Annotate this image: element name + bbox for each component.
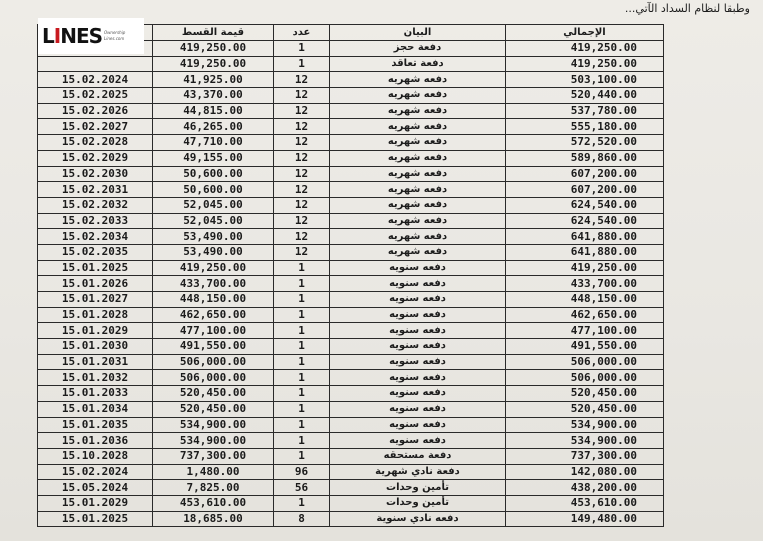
cell-amount: 50,600.00 — [153, 182, 274, 198]
cell-total: 572,520.00 — [506, 135, 664, 151]
table-row — [38, 244, 664, 260]
logo-wordmark: LINES — [42, 24, 103, 48]
cell-amount: 43,370.00 — [153, 88, 274, 104]
table-row — [38, 323, 664, 339]
cell-date: 15.02.2034 — [38, 229, 153, 245]
cell-date: 15.01.2025 — [38, 260, 153, 276]
table-row — [38, 260, 664, 276]
cell-count: 1 — [274, 323, 330, 339]
cell-count: 1 — [274, 448, 330, 464]
cell-total: 537,780.00 — [506, 103, 664, 119]
cell-amount: 53,490.00 — [153, 229, 274, 245]
cell-total: 433,700.00 — [506, 276, 664, 292]
cell-description: دفعه شهريه — [330, 103, 506, 119]
cell-date: 15.01.2030 — [38, 339, 153, 355]
cell-date: 15.01.2036 — [38, 433, 153, 449]
cell-date: 15.01.2034 — [38, 401, 153, 417]
cell-count: 1 — [274, 370, 330, 386]
table-row — [38, 229, 664, 245]
cell-description: دفعه شهريه — [330, 213, 506, 229]
cell-count: 56 — [274, 480, 330, 496]
cell-count: 96 — [274, 464, 330, 480]
cell-date: 15.01.2029 — [38, 495, 153, 511]
cell-description: تأمين وحدات — [330, 480, 506, 496]
cell-amount: 453,610.00 — [153, 495, 274, 511]
cell-date: 15.02.2035 — [38, 244, 153, 260]
cell-date: 15.01.2035 — [38, 417, 153, 433]
table-row — [38, 370, 664, 386]
cell-count: 12 — [274, 88, 330, 104]
cell-count: 1 — [274, 417, 330, 433]
cell-count: 1 — [274, 339, 330, 355]
cell-date — [38, 56, 153, 72]
cell-description: دفعة تعاقد — [330, 56, 506, 72]
table-row — [38, 464, 664, 480]
table-row — [38, 182, 664, 198]
header-description: البيان — [330, 25, 506, 41]
table-row — [38, 386, 664, 402]
cell-date: 15.01.2033 — [38, 386, 153, 402]
table-row — [38, 354, 664, 370]
cell-total: 624,540.00 — [506, 213, 664, 229]
cell-amount: 52,045.00 — [153, 197, 274, 213]
table-row — [38, 213, 664, 229]
cell-total: 607,200.00 — [506, 182, 664, 198]
cell-total: 142,080.00 — [506, 464, 664, 480]
table-row — [38, 88, 664, 104]
cell-amount: 44,815.00 — [153, 103, 274, 119]
cell-total: 419,250.00 — [506, 56, 664, 72]
cell-count: 1 — [274, 495, 330, 511]
cell-date: 15.01.2029 — [38, 323, 153, 339]
cell-description: دفعه سنويه — [330, 417, 506, 433]
cell-count: 12 — [274, 229, 330, 245]
cell-count: 1 — [274, 276, 330, 292]
table-row — [38, 417, 664, 433]
cell-date: 15.02.2024 — [38, 464, 153, 480]
table-row — [38, 276, 664, 292]
cell-total: 520,440.00 — [506, 88, 664, 104]
table-row — [38, 495, 664, 511]
table-row — [38, 135, 664, 151]
cell-description: دفعه سنويه — [330, 339, 506, 355]
cell-total: 737,300.00 — [506, 448, 664, 464]
cell-date: 15.01.2031 — [38, 354, 153, 370]
cell-count: 12 — [274, 182, 330, 198]
table-row — [38, 103, 664, 119]
cell-total: 462,650.00 — [506, 307, 664, 323]
header-amount: قيمة القسط — [153, 25, 274, 41]
cell-description: دفعة حجز — [330, 41, 506, 57]
cell-count: 1 — [274, 307, 330, 323]
cell-total: 520,450.00 — [506, 386, 664, 402]
cell-count: 12 — [274, 103, 330, 119]
cell-amount: 477,100.00 — [153, 323, 274, 339]
cell-count: 1 — [274, 401, 330, 417]
cell-date: 15.10.2028 — [38, 448, 153, 464]
cell-amount: 50,600.00 — [153, 166, 274, 182]
table-row — [38, 511, 664, 527]
cell-count: 12 — [274, 244, 330, 260]
cell-amount: 52,045.00 — [153, 213, 274, 229]
header-total: الإجمالي — [506, 25, 664, 41]
cell-description: دفعه شهريه — [330, 88, 506, 104]
cell-total: 491,550.00 — [506, 339, 664, 355]
cell-amount: 419,250.00 — [153, 56, 274, 72]
cell-count: 1 — [274, 386, 330, 402]
cell-description: دفعه سنويه — [330, 370, 506, 386]
cell-amount: 737,300.00 — [153, 448, 274, 464]
table-row — [38, 480, 664, 496]
cell-date: 15.02.2030 — [38, 166, 153, 182]
cell-description: دفعه شهريه — [330, 72, 506, 88]
cell-count: 1 — [274, 41, 330, 57]
cell-count: 1 — [274, 56, 330, 72]
cell-description: دفعه شهريه — [330, 119, 506, 135]
cell-total: 534,900.00 — [506, 417, 664, 433]
cell-date: 15.02.2033 — [38, 213, 153, 229]
cell-count: 1 — [274, 354, 330, 370]
cell-amount: 448,150.00 — [153, 292, 274, 308]
cell-date: 15.02.2025 — [38, 88, 153, 104]
table-row — [38, 150, 664, 166]
cell-total: 438,200.00 — [506, 480, 664, 496]
cell-count: 8 — [274, 511, 330, 527]
cell-date: 15.02.2032 — [38, 197, 153, 213]
cell-description: دفعه سنويه — [330, 354, 506, 370]
cell-description: دفعه شهريه — [330, 135, 506, 151]
table-row — [38, 307, 664, 323]
cell-count: 12 — [274, 150, 330, 166]
cell-amount: 1,480.00 — [153, 464, 274, 480]
cell-total: 506,000.00 — [506, 370, 664, 386]
cell-amount: 41,925.00 — [153, 72, 274, 88]
cell-count: 12 — [274, 213, 330, 229]
cell-total: 520,450.00 — [506, 401, 664, 417]
cell-total: 534,900.00 — [506, 433, 664, 449]
cell-amount: 47,710.00 — [153, 135, 274, 151]
cell-amount: 534,900.00 — [153, 417, 274, 433]
cell-amount: 462,650.00 — [153, 307, 274, 323]
cell-description: دفعه سنويه — [330, 292, 506, 308]
cell-date: 15.02.2031 — [38, 182, 153, 198]
cell-description: دفعه شهريه — [330, 197, 506, 213]
cell-total: 149,480.00 — [506, 511, 664, 527]
cell-date: 15.02.2026 — [38, 103, 153, 119]
cell-date: 15.02.2029 — [38, 150, 153, 166]
cell-description: دفعة نادي شهرية — [330, 464, 506, 480]
cell-total: 419,250.00 — [506, 260, 664, 276]
cell-total: 589,860.00 — [506, 150, 664, 166]
cell-date: 15.01.2027 — [38, 292, 153, 308]
table-row — [38, 339, 664, 355]
cell-description: دفعه نادي سنوية — [330, 511, 506, 527]
cell-date: 15.02.2024 — [38, 72, 153, 88]
cell-description: دفعه شهريه — [330, 229, 506, 245]
table-row — [38, 56, 664, 72]
cell-date: 15.01.2028 — [38, 307, 153, 323]
cell-amount: 433,700.00 — [153, 276, 274, 292]
cell-description: دفعة مستحقه — [330, 448, 506, 464]
cell-description: دفعه سنويه — [330, 276, 506, 292]
table-row — [38, 433, 664, 449]
cell-amount: 419,250.00 — [153, 260, 274, 276]
table-row — [38, 197, 664, 213]
cell-amount: 49,155.00 — [153, 150, 274, 166]
cell-amount: 506,000.00 — [153, 354, 274, 370]
cell-total: 453,610.00 — [506, 495, 664, 511]
cell-description: دفعه سنويه — [330, 433, 506, 449]
cell-description: دفعه سنويه — [330, 307, 506, 323]
cell-amount: 18,685.00 — [153, 511, 274, 527]
cell-total: 624,540.00 — [506, 197, 664, 213]
cell-count: 12 — [274, 197, 330, 213]
cell-total: 607,200.00 — [506, 166, 664, 182]
cell-total: 555,180.00 — [506, 119, 664, 135]
logo-tagline: Ownership Lines.com — [104, 30, 126, 41]
cell-count: 1 — [274, 292, 330, 308]
cell-count: 12 — [274, 135, 330, 151]
table-row — [38, 119, 664, 135]
cell-amount: 534,900.00 — [153, 433, 274, 449]
cell-description: دفعه شهريه — [330, 150, 506, 166]
cell-amount: 491,550.00 — [153, 339, 274, 355]
cell-description: دفعه شهريه — [330, 182, 506, 198]
table-row — [38, 72, 664, 88]
cell-count: 12 — [274, 72, 330, 88]
payment-schedule-table — [37, 24, 664, 527]
cell-description: دفعه شهريه — [330, 244, 506, 260]
cell-description: دفعه سنويه — [330, 401, 506, 417]
cell-amount: 7,825.00 — [153, 480, 274, 496]
cell-total: 448,150.00 — [506, 292, 664, 308]
cell-amount: 53,490.00 — [153, 244, 274, 260]
cell-description: دفعه سنويه — [330, 260, 506, 276]
cell-date: 15.02.2028 — [38, 135, 153, 151]
header-count: عدد — [274, 25, 330, 41]
cell-amount: 506,000.00 — [153, 370, 274, 386]
cell-amount: 419,250.00 — [153, 41, 274, 57]
table-row — [38, 448, 664, 464]
cell-amount: 520,450.00 — [153, 386, 274, 402]
cell-description: تأمين وحدات — [330, 495, 506, 511]
cell-total: 641,880.00 — [506, 229, 664, 245]
cell-date: 15.01.2025 — [38, 511, 153, 527]
table-row — [38, 292, 664, 308]
cell-count: 12 — [274, 166, 330, 182]
cell-count: 1 — [274, 433, 330, 449]
payment-schedule-heading: وطبقا لنظام السداد الآتي... — [624, 2, 750, 15]
cell-description: دفعه سنويه — [330, 386, 506, 402]
cell-total: 419,250.00 — [506, 41, 664, 57]
cell-description: دفعه سنويه — [330, 323, 506, 339]
table-row — [38, 166, 664, 182]
cell-description: دفعه شهريه — [330, 166, 506, 182]
cell-count: 1 — [274, 260, 330, 276]
cell-total: 477,100.00 — [506, 323, 664, 339]
cell-date: 15.02.2027 — [38, 119, 153, 135]
lines-logo — [38, 18, 144, 54]
cell-date: 15.01.2032 — [38, 370, 153, 386]
cell-total: 641,880.00 — [506, 244, 664, 260]
table-row — [38, 401, 664, 417]
cell-amount: 520,450.00 — [153, 401, 274, 417]
cell-date: 15.05.2024 — [38, 480, 153, 496]
cell-count: 12 — [274, 119, 330, 135]
cell-date: 15.01.2026 — [38, 276, 153, 292]
cell-amount: 46,265.00 — [153, 119, 274, 135]
cell-total: 506,000.00 — [506, 354, 664, 370]
cell-total: 503,100.00 — [506, 72, 664, 88]
